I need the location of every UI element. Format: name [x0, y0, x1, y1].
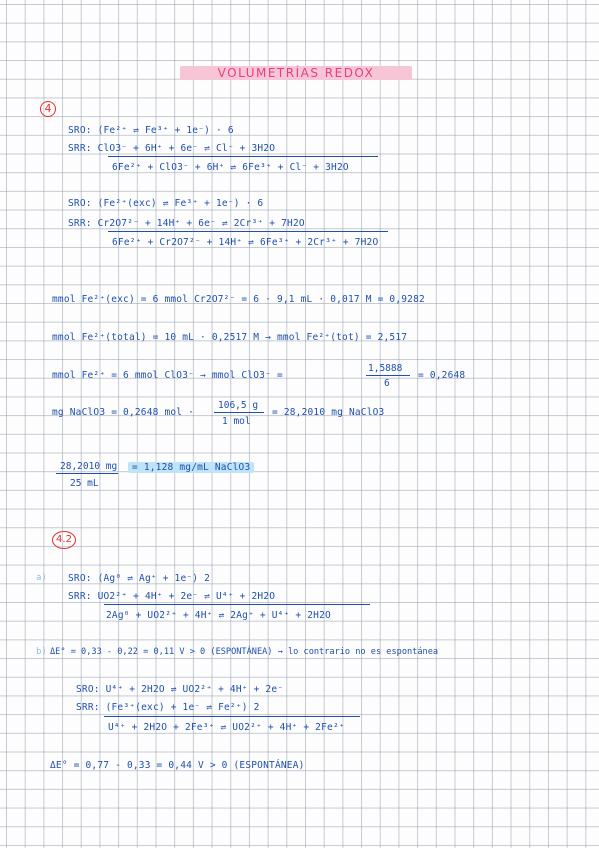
- calc-line-2: mmol Fe²⁺(total) = 10 mL · 0,2517 M → mmol Fe²⁺(tot) = 2,517: [52, 332, 408, 343]
- calc-line-3-numerator: 1,5888: [368, 363, 403, 374]
- block4-overall: U⁴⁺ + 2H2O + 2Fe³⁺ ⇌ UO2²⁺ + 4H⁺ + 2Fe²⁺: [108, 722, 345, 733]
- calc-line-1: mmol Fe²⁺(exc) = 6 mmol Cr2O7²⁻ = 6 · 9,1 mL · 0,017 M = 0,9282: [52, 294, 425, 305]
- calc-line-4-numerator: 106,5 g: [218, 400, 259, 411]
- calc-line-5-denominator: 25 mL: [70, 478, 99, 489]
- section-4-2-label: 4.2: [56, 534, 72, 545]
- b-delta-e-line: ΔE° = 0,33 - 0,22 = 0,11 V > 0 (ESPONTÁNEA) → lo contrario no es espontánea: [50, 647, 439, 657]
- section-number-4-2: [52, 531, 76, 549]
- block3-sro: SRO: (Ag⁰ ⇌ Ag⁺ + 1e⁻) 2: [68, 573, 211, 584]
- calc-line-3-left: mmol Fe²⁺ = 6 mmol ClO3⁻ → mmol ClO3⁻ =: [52, 370, 283, 381]
- block3-srr: SRR: UO2²⁺ + 4H⁺ + 2e⁻ ⇌ U⁴⁺ + 2H2O: [68, 591, 276, 602]
- section-4-label: 4: [44, 102, 52, 115]
- block2-sum-line: [108, 231, 388, 232]
- last-delta-e-line: ΔE° = 0,77 - 0,33 = 0,44 V > 0 (ESPONTÁNEA): [50, 760, 305, 771]
- part-b-label: b): [36, 647, 47, 657]
- calc-line-4-fraction-bar: [214, 412, 264, 413]
- block2-overall: 6Fe²⁺ + Cr2O7²⁻ + 14H⁺ ⇌ 6Fe³⁺ + 2Cr³⁺ + 7H2O: [112, 237, 379, 248]
- calc-line-4-result: = 28,2010 mg NaClO3: [272, 407, 385, 418]
- calc-line-5-numerator: 28,2010 mg: [60, 461, 118, 472]
- calc-line-3-result: = 0,2648: [418, 370, 466, 381]
- section-number-4: [40, 101, 56, 117]
- block1-sum-line: [108, 156, 378, 157]
- block4-sro: SRO: U⁴⁺ + 2H2O ⇌ UO2²⁺ + 4H⁺ + 2e⁻: [76, 684, 284, 695]
- calc-line-4-left: mg NaClO3 = 0,2648 mol ·: [52, 407, 195, 418]
- final-result-highlight: = 1,128 mg/mL NaClO3: [128, 462, 254, 473]
- calc-line-3-fraction-bar: [366, 375, 410, 376]
- block4-sum-line: [104, 716, 360, 717]
- block2-sro: SRO: (Fe²⁺(exc) ⇌ Fe³⁺ + 1e⁻) · 6: [68, 198, 264, 209]
- calc-line-4-denominator: 1 mol: [222, 416, 251, 427]
- block3-overall: 2Ag⁰ + UO2²⁺ + 4H⁺ ⇌ 2Ag⁺ + U⁴⁺ + 2H2O: [106, 610, 331, 621]
- block1-sro: SRO: (Fe²⁺ ⇌ Fe³⁺ + 1e⁻) · 6: [68, 125, 234, 136]
- calc-line-3-denominator: 6: [384, 378, 390, 389]
- part-a-label: a): [36, 573, 47, 583]
- block4-srr: SRR: (Fe³⁺(exc) + 1e⁻ ⇌ Fe²⁺) 2: [76, 702, 260, 713]
- block1-srr: SRR: ClO3⁻ + 6H⁺ + 6e⁻ ⇌ Cl⁻ + 3H2O: [68, 143, 276, 154]
- page-title: VOLUMETRÍAS REDOX: [180, 66, 412, 80]
- block3-sum-line: [104, 604, 370, 605]
- calc-line-5-fraction-bar: [56, 473, 118, 474]
- block2-srr: SRR: Cr2O7²⁻ + 14H⁺ + 6e⁻ ⇌ 2Cr³⁺ + 7H2O: [68, 218, 305, 229]
- calc-line-5-result: [128, 462, 254, 473]
- block1-overall: 6Fe²⁺ + ClO3⁻ + 6H⁺ ⇌ 6Fe³⁺ + Cl⁻ + 3H2O: [112, 162, 349, 173]
